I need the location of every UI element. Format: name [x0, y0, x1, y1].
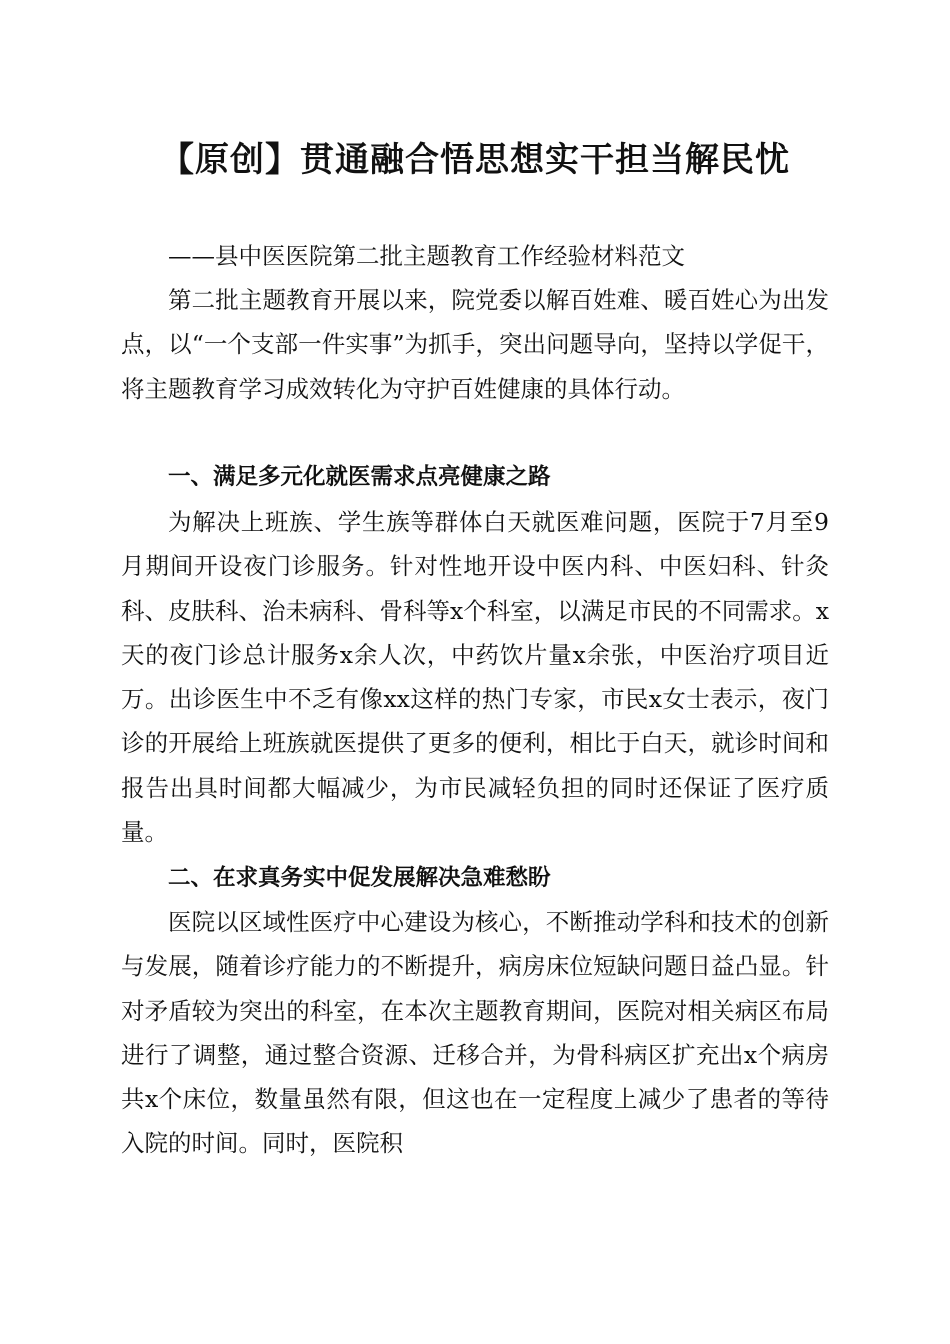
section-paragraph-2: 医院以区域性医疗中心建设为核心，不断推动学科和技术的创新与发展，随着诊疗能力的不断提升，病房床位短缺问题日益凸显。针对矛盾较为突出的科室，在本次主题教育期间，医院对相关病区布局进行了调整，通过整合资源、迁移合并，为骨科病区扩充出x个病房共x个床位，数量虽然有限，但这也在一定程度上减少了患者的等待入院的时间。同时，医院积: [121, 908, 829, 1158]
section-heading-1: 一、满足多元化就医需求点亮健康之路: [168, 464, 551, 490]
section-heading-2: 二、在求真务实中促发展解决急难愁盼: [168, 865, 551, 891]
section-paragraph-1: 为解决上班族、学生族等群体白天就医难问题，医院于7月至9月期间开设夜门诊服务。针对性地开设中医内科、中医妇科、针灸科、皮肤科、治未病科、骨科等x个科室，以满足市民的不同需求。x天的夜门诊总计服务x余人次，中药饮片量x余张，中医治疗项目近万。出诊医生中不乏有像xx这样的热门专家，市民x女士表示，夜门诊的开展给上班族就医提供了更多的便利，相比于白天，就诊时间和报告出具时间都大幅减少，为市民减轻负担的同时还保证了医疗质量。: [121, 508, 830, 847]
intro-paragraph: 第二批主题教育开展以来，院党委以解百姓难、暖百姓心为出发点，以“一个支部一件实事”为抓手，突出问题导向，坚持以学促干，将主题教育学习成效转化为守护百姓健康的具体行动。: [121, 286, 829, 403]
document-title: 【原创】贯通融合悟思想实干担当解民忧: [160, 140, 790, 180]
document-subtitle: ——县中医医院第二批主题教育工作经验材料范文: [168, 242, 685, 270]
